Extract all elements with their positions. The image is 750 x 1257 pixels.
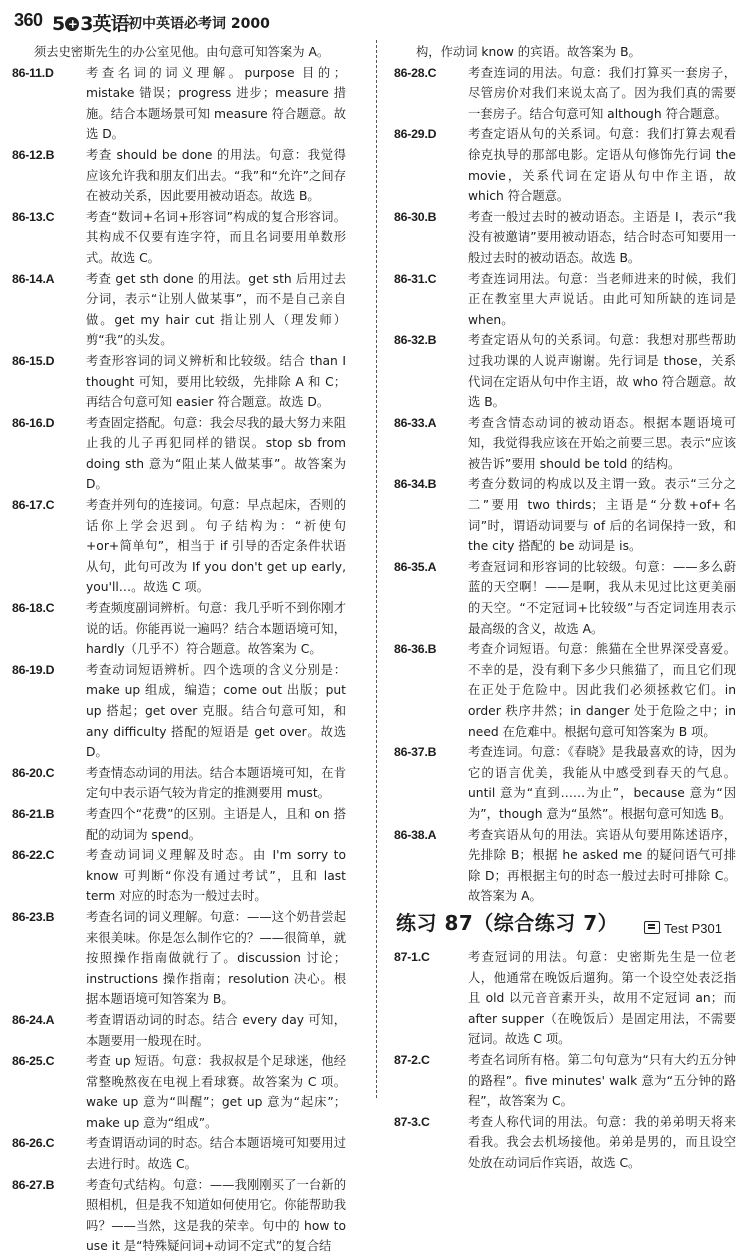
- answer-entry: [12, 413, 346, 495]
- answer-number: 86-18.C: [12, 601, 55, 616]
- answer-explanation: 考查连词。句意：《春晓》是我最喜欢的诗，因为它的语言优美，我能从中感受到春天的气息。until 意为“直到……为止”，because 意为“因为”，though 意为“虽然”。根据句意可知选 B。: [468, 745, 736, 821]
- answer-entry: [12, 42, 346, 63]
- answer-explanation: 考查冠词的用法。句意：史密斯先生是一位老人，他通常在晚饭后遛狗。第一个设空处表泛指且 old 以元音音素开头，故用不定冠词 an；而 after supper（在晚饭后）是固定用法，不需要冠词。故选 C 项。: [468, 949, 736, 1047]
- page-number: 360: [14, 10, 43, 30]
- answer-explanation: 考查并列句的连接词。句意：早点起床，否则的话你上学会迟到。句子结构为：“祈使句+or+简单句”，相当于 if 引导的否定条件状语从句，此句可改为 If you don't get up early, you'll…。故选 C 项。: [86, 498, 346, 595]
- answer-explanation: 考查名词所有格。第二句句意为“只有大约五分钟的路程”。five minutes' walk 意为“五分钟的路程”，故答案为 C。: [468, 1052, 736, 1109]
- answer-explanation: 考查句式结构。句意：——我刚刚买了一台新的照相机，但是我不知道如何使用它。你能帮助我吗？——当然，这是我的荣幸。句中的 how to use it 是“特殊疑问词+动词不定式”的复合结: [86, 1177, 346, 1254]
- answer-entry: [394, 269, 736, 331]
- answer-explanation: 考查定语从句的关系词。句意：我们打算去观看徐克执导的那部电影。定语从句修饰先行词 the movie，关系代词在定语从句中作主语，故 which 符合题意。: [468, 127, 736, 204]
- answer-number: 86-31.C: [394, 271, 437, 286]
- answer-explanation: 考查形容词的词义辨析和比较级。结合 than I thought 可知，要用比较级，先排除 A 和 C；再结合句意可知 easier 符合题意。故选 D。: [86, 353, 346, 410]
- answer-entry: [394, 825, 736, 907]
- answer-number: 86-32.B: [394, 333, 437, 348]
- page-header: [14, 6, 734, 36]
- answer-explanation: 须去史密斯先生的办公室见他。由句意可知答案为 A。: [34, 45, 330, 59]
- answer-explanation: 考查分数词的构成以及主谓一致。表示“三分之二”要用 two thirds；主语是“分数+of+名词”时，谓语动词要与 of 后的名词保持一致，和 the city 搭配的 be 动词是 is。: [468, 477, 736, 554]
- answer-number: 86-33.A: [394, 415, 437, 430]
- answer-explanation: 考查冠词和形容词的比较级。句意：——多么蔚蓝的天空啊！——是啊，我从未见过比这更美丽的天空。“不定冠词+比较级”与否定词连用表示最高级的含义，故选 A。: [468, 559, 736, 636]
- answer-explanation: 构，作动词 know 的宾语。故答案为 B。: [416, 45, 641, 59]
- answer-entry: [12, 763, 346, 804]
- answer-number: 86-25.C: [12, 1054, 55, 1069]
- answer-entry: [394, 474, 736, 556]
- answer-entry: [394, 742, 736, 824]
- answer-entry: [12, 1010, 346, 1051]
- answer-number: 86-15.D: [12, 353, 55, 368]
- answer-number: 86-19.D: [12, 662, 55, 677]
- answer-number: 86-24.A: [12, 1012, 55, 1027]
- answer-entry: [12, 907, 346, 1010]
- answer-entry: [394, 639, 736, 742]
- answer-number: 87-2.C: [394, 1052, 430, 1067]
- answer-number: 86-20.C: [12, 765, 55, 780]
- answer-entry: [394, 1050, 736, 1112]
- answer-explanation: 考查连词的用法。句意：我们打算买一套房子，尽管房价对我们来说太高了。因为我们真的需要一套房子。结合句意可知 although 符合题意。: [468, 65, 736, 121]
- answer-entry: [12, 63, 346, 145]
- answer-explanation: 考查 up 短语。句意：我叔叔是个足球迷，他经常整晚熬夜在电视上看球赛。故答案为 C 项。wake up 意为“叫醒”；get up 意为“起床”；make up 意为“组成”。: [86, 1054, 346, 1130]
- answer-entry: [394, 557, 736, 639]
- answer-entry: [394, 330, 736, 412]
- answer-entry: [12, 1051, 346, 1133]
- test-page-reference: Test P301: [644, 919, 722, 940]
- answer-explanation: 考查 should be done 的用法。句意：我觉得应该允许我和朋友们出去。“我”和“允许”之间存在被动关系，因此要用被动语态。故选 B。: [86, 147, 346, 204]
- answer-entry: [12, 351, 346, 413]
- answer-number: 86-13.C: [12, 209, 55, 224]
- answer-number: 86-30.B: [394, 209, 437, 224]
- answer-number: 86-12.B: [12, 147, 55, 162]
- answer-number: 87-3.C: [394, 1114, 430, 1129]
- answer-explanation: 考查含情态动词的被动语态。根据本题语境可知，我觉得我应该在开始之前要三思。表示“应该被告诉”要用 should be told 的结构。: [468, 415, 736, 471]
- answer-entry: [394, 207, 736, 269]
- answer-entry: [12, 495, 346, 598]
- answer-entry: [12, 1133, 346, 1174]
- answer-entry: [394, 63, 736, 125]
- answer-explanation: 考查固定搭配。句意：我会尽我的最大努力来阻止我的儿子再犯同样的错误。stop sb from doing sth 意为“阻止某人做某事”。故答案为 D。: [86, 415, 346, 492]
- answer-entry: [394, 413, 736, 475]
- answer-explanation: 考查 get sth done 的用法。get sth 后用过去分词，表示“让别人做某事”，而不是自己亲自做。get my hair cut 指让别人（理发师）剪“我”的头发。: [86, 271, 346, 348]
- answer-entry: [12, 269, 346, 351]
- brand-logo: 5 + 3英语: [52, 13, 129, 35]
- book-title: 初中英语必考词 2000: [128, 16, 270, 32]
- answer-number: 86-26.C: [12, 1136, 55, 1151]
- answer-explanation: 考查四个“花费”的区别。主语是人，且和 on 搭配的动词为 spend。: [86, 806, 346, 842]
- answer-entry: [12, 207, 346, 269]
- answer-explanation: 考查谓语动词的时态。结合本题语境可知要用过去进行时。故选 C。: [86, 1136, 346, 1172]
- answer-entry: [394, 947, 736, 1050]
- answer-explanation: 考查定语从句的关系词。句意：我想对那些帮助过我功课的人说声谢谢。先行词是 those，关系代词在定语从句中作主语，故 who 符合题意。故选 B。: [468, 333, 736, 410]
- answer-entry: [394, 124, 736, 206]
- answer-explanation: 考查名词的词义理解。purpose 目的；mistake 错误；progress 进步；measure 措施。结合本题场景可知 measure 符合题意。故选 D。: [86, 65, 346, 142]
- answer-explanation: 考查宾语从句的用法。宾语从句要用陈述语序，先排除 B；根据 he asked me 的疑问语气可排除 D；再根据主句的时态一般过去时可排除 C。故答案为 A。: [468, 827, 736, 904]
- answer-number: 86-37.B: [394, 745, 437, 760]
- answer-number: 86-21.B: [12, 806, 55, 821]
- answer-number: 87-1.C: [394, 949, 430, 964]
- answer-number: 86-22.C: [12, 848, 55, 863]
- answer-entry: [12, 845, 346, 907]
- answer-entry: [12, 1175, 346, 1257]
- right-column: [394, 42, 736, 1173]
- answer-entry: [12, 660, 346, 763]
- column-divider: [376, 40, 377, 1098]
- answer-number: 86-16.D: [12, 415, 55, 430]
- answer-explanation: 考查人称代词的用法。句意：我的弟弟明天将来看我。我会去机场接他。弟弟是男的，而且设空处放在动词后作宾语，故选 C。: [468, 1114, 736, 1170]
- answer-number: 86-34.B: [394, 477, 437, 492]
- answer-number: 86-11.D: [12, 65, 54, 80]
- section-heading: [394, 910, 736, 945]
- answer-explanation: 考查介词短语。句意：熊猫在全世界深受喜爱。不幸的是，没有剩下多少只熊猫了，而且它们现在正处于危险中。因此我们必须拯救它们。in order 秩序井然；in danger 处于危险之中；in need 在危难中。根据句意可知答案为 B 项。: [468, 642, 736, 739]
- answer-explanation: 考查情态动词的用法。结合本题语境可知，在肯定句中表示语气较为肯定的推测要用 must。: [86, 765, 346, 801]
- answer-explanation: 考查频度副词辨析。句意：我几乎听不到你刚才说的话。你能再说一遍吗？结合本题语境可知，hardly（几乎不）符合题意。故答案为 C。: [86, 601, 346, 657]
- answer-entry: [394, 1112, 736, 1174]
- answer-number: 86-23.B: [12, 909, 55, 924]
- answer-explanation: 考查连词用法。句意：当老师进来的时候，我们正在教室里大声说话。由此可知所缺的连词是 when。: [468, 271, 736, 327]
- answer-number: 86-14.A: [12, 271, 55, 286]
- answer-explanation: 考查谓语动词的时态。结合 every day 可知，本题要用一般现在时。: [86, 1012, 346, 1048]
- answer-explanation: 考查“数词+名词+形容词”构成的复合形容词。其构成不仅要有连字符，而且名词要用单数形式。故选 C。: [86, 209, 346, 265]
- answer-entry: [12, 598, 346, 660]
- book-icon: [644, 921, 660, 934]
- answer-entry: [12, 804, 346, 845]
- answer-explanation: 考查动词词义理解及时态。由 I'm sorry to know 可判断“你没有通过考试”，且和 last term 对应的时态为一般过去时。: [86, 848, 346, 904]
- answer-number: 86-27.B: [12, 1177, 55, 1192]
- answer-entry: [12, 145, 346, 207]
- answer-explanation: 考查一般过去时的被动语态。主语是 I，表示“我没有被邀请”要用被动语态，结合时态可知要用一般过去时的被动语态。故选 B。: [468, 209, 736, 265]
- answer-number: 86-36.B: [394, 642, 437, 657]
- answer-explanation: 考查动词短语辨析。四个选项的含义分别是：make up 组成，编造；come out 出版；put up 搭起；get over 克服。结合句意可知，和 any difficulty 搭配的短语是 get over。故选 D。: [86, 662, 346, 760]
- answer-explanation: 考查名词的词义理解。句意：——这个奶昔尝起来很美味。你是怎么制作它的？——很简单，就按照操作指南做就行了。discussion 讨论；instructions 操作指南；resolution 决心。根据本题语境可知答案为 B。: [86, 909, 346, 1007]
- section-title: 练习 87（综合练习 7）: [396, 910, 619, 935]
- answer-number: 86-35.A: [394, 559, 437, 574]
- answer-number: 86-38.A: [394, 827, 437, 842]
- answer-number: 86-29.D: [394, 127, 437, 142]
- answer-number: 86-28.C: [394, 65, 437, 80]
- left-column: [12, 42, 346, 1257]
- answer-entry: [394, 42, 736, 63]
- answer-number: 86-17.C: [12, 498, 55, 513]
